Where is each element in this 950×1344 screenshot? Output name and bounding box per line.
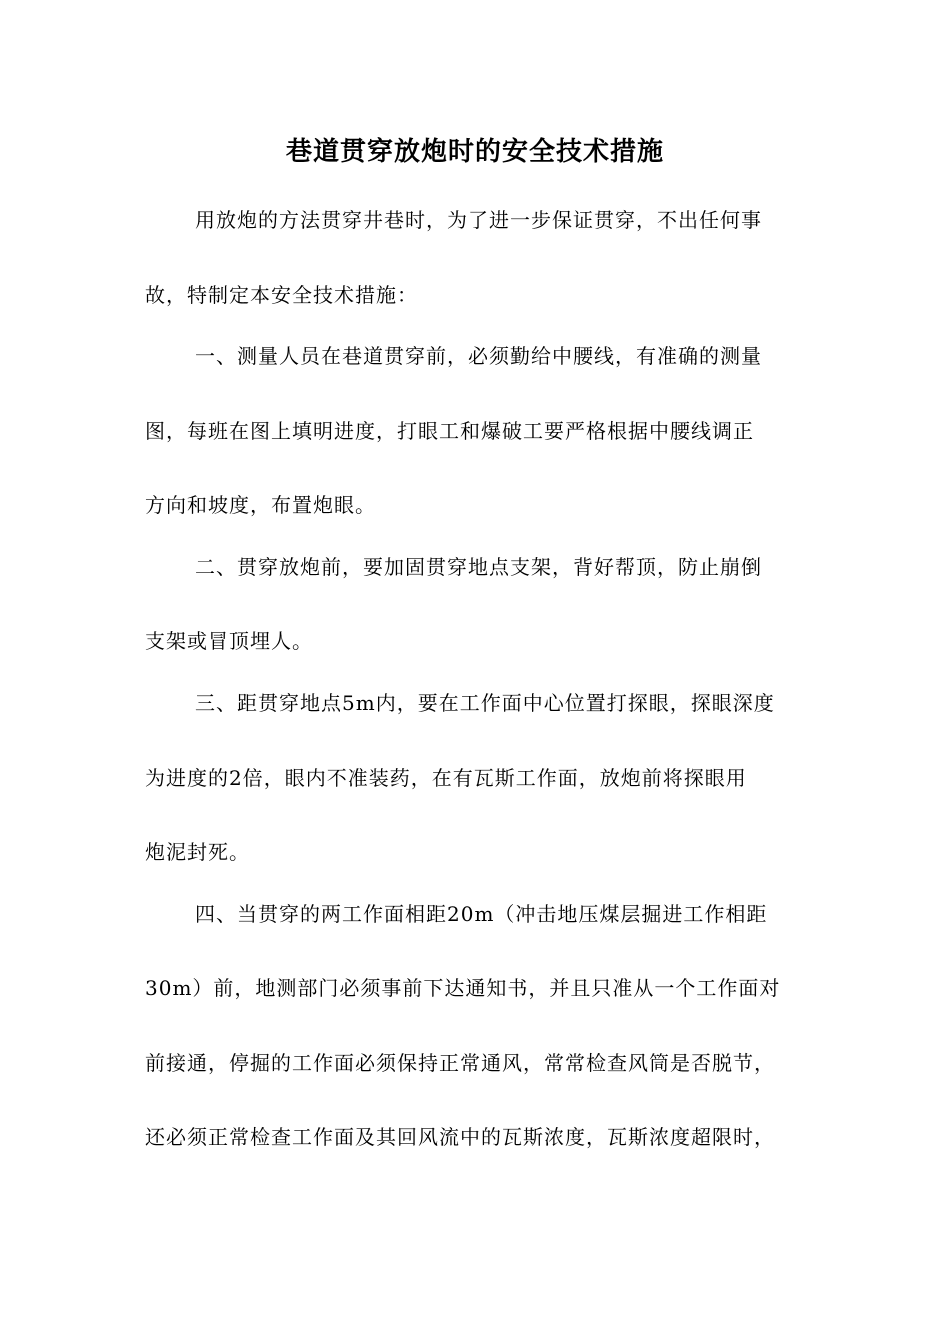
document-title: 巷道贯穿放炮时的安全技术措施	[285, 137, 664, 167]
paragraph-3-line-2: 为进度的2倍，眼内不准装药，在有瓦斯工作面，放炮前将探眼用	[145, 766, 747, 790]
paragraph-1-line-1: 一、测量人员在巷道贯穿前，必须勤给中腰线，有准确的测量	[195, 344, 762, 368]
paragraph-1-line-3: 方向和坡度，布置炮眼。	[145, 493, 376, 517]
paragraph-3-line-3: 炮泥封死。	[145, 840, 250, 864]
paragraph-2-line-2: 支架或冒顶埋人。	[145, 629, 313, 653]
paragraph-4-line-3: 前接通，停掘的工作面必须保持正常通风，常常检查风筒是否脱节，	[145, 1051, 775, 1075]
paragraph-2-line-1: 二、贯穿放炮前，要加固贯穿地点支架，背好帮顶，防止崩倒	[195, 555, 762, 579]
paragraph-4-line-2: 30m）前，地测部门必须事前下达通知书，并且只准从一个工作面对	[145, 976, 781, 1000]
paragraph-intro-line-1: 用放炮的方法贯穿井巷时，为了进一步保证贯穿，不出任何事	[195, 208, 762, 232]
paragraph-1-line-2: 图，每班在图上填明进度，打眼工和爆破工要严格根据中腰线调正	[145, 419, 754, 443]
paragraph-4-line-1: 四、当贯穿的两工作面相距20m（冲击地压煤层掘进工作相距	[195, 902, 768, 926]
paragraph-3-line-1: 三、距贯穿地点5m内，要在工作面中心位置打探眼，探眼深度	[195, 691, 775, 715]
paragraph-intro-line-2: 故，特制定本安全技术措施：	[145, 283, 418, 307]
paragraph-4-line-4: 还必须正常检查工作面及其回风流中的瓦斯浓度，瓦斯浓度超限时，	[145, 1125, 775, 1149]
